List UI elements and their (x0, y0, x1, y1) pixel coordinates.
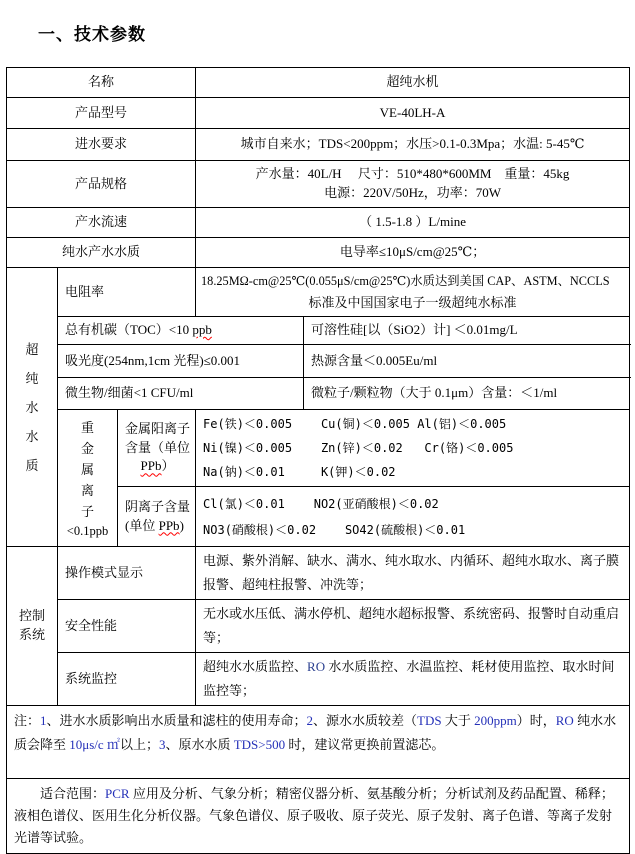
toc-cell: 总有机碳（TOC）<10 ppb (58, 317, 304, 345)
anion-line2: NO3(硝酸根)＜0.02 SO42(硫酸根)＜0.01 (203, 522, 466, 537)
cation-values (196, 410, 630, 487)
spellcheck-ppb: ppb (192, 322, 212, 338)
heavy-metal-limit: <0.1ppb (66, 523, 109, 538)
row-safety (7, 600, 630, 653)
spec-value-line1: 产水量：40L/H 尺寸：510*480*600MM 重量：45kg (255, 166, 570, 182)
model-label: 产品型号 (7, 98, 196, 129)
row-spec (7, 161, 630, 208)
safety-value: 无水或水压低、满水停机、超纯水超标报警、系统密码、报警时自动重启等； (196, 600, 630, 653)
row-model (7, 98, 630, 129)
mode-display-label: 操作模式显示 (58, 547, 196, 600)
safety-label: 安全性能 (58, 600, 196, 653)
row-inlet (7, 129, 630, 161)
inlet-value: 城市自来水；TDS<200ppm；水压>0.1-0.3Mpa；水温: 5-45℃ (196, 129, 630, 161)
absorbance-cell: 吸光度(254nm,1cm 光程)≤0.001 (58, 345, 304, 378)
resistivity-line1: 18.25MΩ-cm@25℃(0.055μS/cm@25℃)水质达到美国 CAP、ASTM、NCCLS (201, 274, 610, 288)
spec-value (196, 161, 630, 208)
model-value: VE-40LH-A (196, 98, 630, 129)
cation-line2: Ni(镍)＜0.005 Zn(锌)＜0.02 Cr(铬)＜0.005 (203, 441, 514, 455)
section-label-ultrapure (7, 268, 58, 547)
row-scope (7, 779, 630, 854)
spec-value-line2: 电源：220V/50Hz，功率：70W (324, 185, 501, 200)
section-label-control: 控制 系统 (7, 547, 58, 706)
cation-line3: Na(钠)＜0.01 K(钾)＜0.02 (203, 465, 396, 479)
flow-label: 产水流速 (7, 208, 196, 238)
cation-label: 金属阳离子 含量（单位 PPb） (118, 410, 196, 487)
anion-label: 阴离子含量 (单位 PPb) (118, 487, 196, 547)
resistivity-value (196, 268, 630, 317)
notes-cell: 注：1、进水水质影响出水质量和滤柱的使用寿命；2、源水水质较差（TDS 大于 200ppm）时，RO 纯水水质会降至 10μs/c ㎡以上；3、原水水质 TDS>500 时，建议常更换前置滤芯。 (7, 706, 630, 779)
resistivity-label: 电阻率 (58, 268, 196, 317)
row-absorbance (7, 345, 630, 378)
flow-value: （ 1.5-1.8 ）L/mine (196, 208, 630, 238)
heavy-metal-label: 重 金 属 离 子 <0.1ppb (58, 410, 118, 547)
row-pure-quality (7, 238, 630, 268)
row-notes (7, 706, 630, 779)
monitor-value: 超纯水水质监控、RO 水水质监控、水温监控、耗材使用监控、取水时间监控等； (196, 653, 630, 706)
anion-line1: Cl(氯)＜0.01 NO2(亚硝酸根)＜0.02 (203, 496, 439, 511)
spellcheck-ppb: PPb (158, 517, 180, 533)
inlet-label: 进水要求 (7, 129, 196, 161)
cation-line1: Fe(铁)＜0.005 Cu(铜)＜0.005 Al(铝)＜0.005 (203, 417, 507, 431)
pure-quality-value: 电导率≤10μS/cm@25℃； (196, 238, 630, 268)
mode-display-value: 电源、紫外消解、缺水、满水、纯水取水、内循环、超纯水取水、离子膜报警、超纯柱报警、冲洗等； (196, 547, 630, 600)
row-cations (7, 410, 630, 487)
spec-table (6, 67, 630, 854)
row-toc (7, 317, 630, 345)
monitor-label: 系统监控 (58, 653, 196, 706)
name-value: 超纯水机 (196, 68, 630, 98)
pure-quality-label: 纯水产水水质 (7, 238, 196, 268)
row-resistivity (7, 268, 630, 317)
row-flow (7, 208, 630, 238)
silica-cell: 可溶性硅[以（SiO2）计] ＜0.01mg/L (304, 317, 630, 345)
name-label: 名称 (7, 68, 196, 98)
row-monitor (7, 653, 630, 706)
spec-label: 产品规格 (7, 161, 196, 208)
anion-values (196, 487, 630, 547)
pyrogen-cell: 热源含量＜0.005Eu/ml (304, 345, 630, 378)
resistivity-line2: 标准及中国国家电子一级超纯水标准 (308, 295, 517, 310)
spellcheck-ppb: PPb (140, 458, 162, 474)
row-microbe (7, 378, 630, 410)
scope-cell: 适合范围：PCR 应用及分析、气象分析；精密仪器分析、氨基酸分析；分析试剂及药品配置、稀释；液相色谱仪、医用生化分析仪器。气象色谱仪、原子吸收、原子荧光、原子发射、离子色谱、等离子发射光谱等试验。 (7, 779, 630, 854)
row-mode-display (7, 547, 630, 600)
particle-cell: 微粒子/颗粒物（大于 0.1μm）含量：＜1/ml (304, 378, 630, 410)
ultrapure-vertical-label: 超 纯 水 水 质 (25, 341, 39, 473)
microbe-cell: 微生物/细菌<1 CFU/ml (58, 378, 304, 410)
pcr-token: PCR (105, 786, 130, 801)
row-name (7, 68, 630, 98)
page-title: 一、技术参数 (38, 25, 146, 44)
ro-token: RO (307, 659, 326, 674)
